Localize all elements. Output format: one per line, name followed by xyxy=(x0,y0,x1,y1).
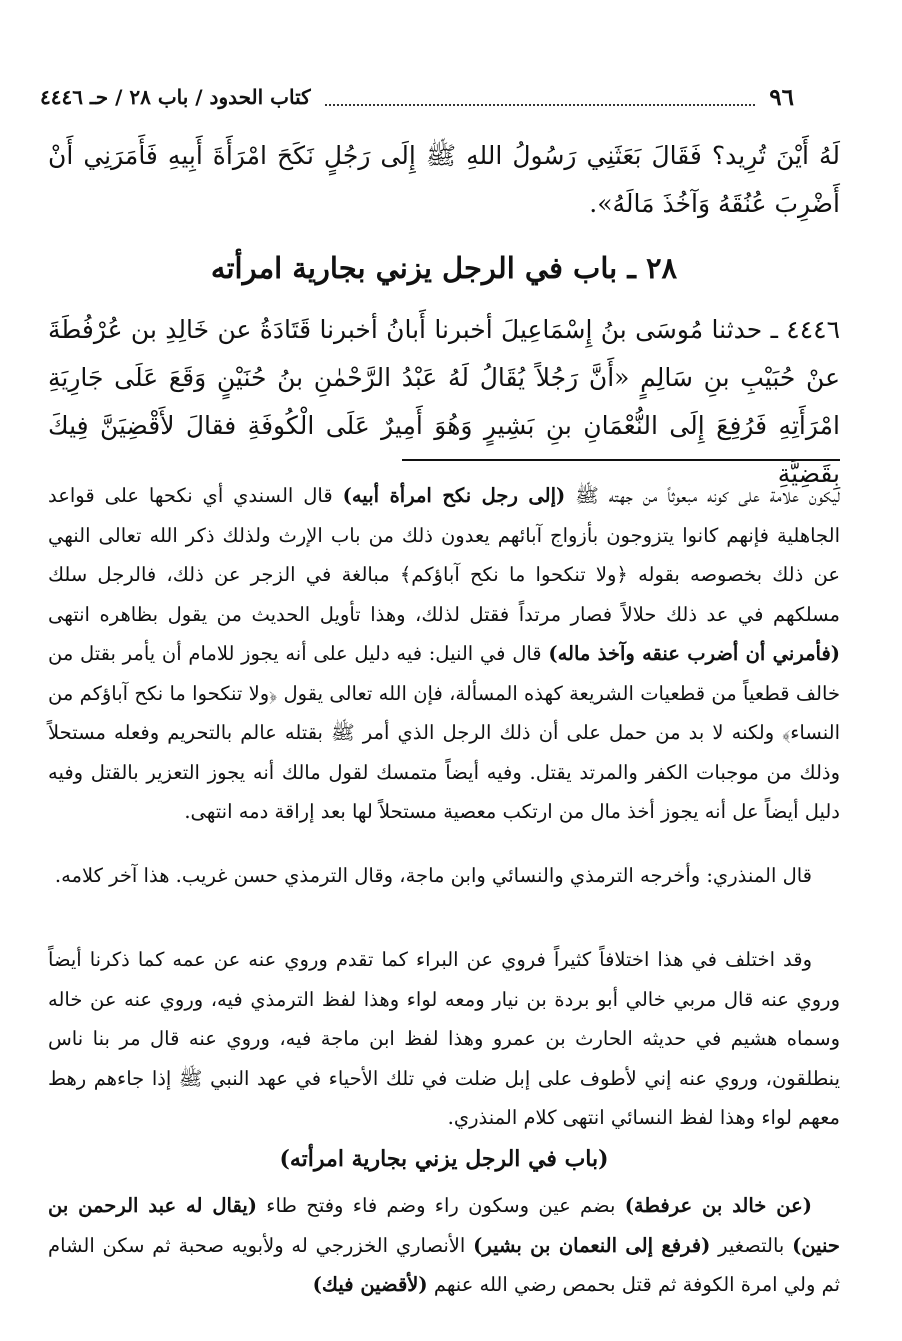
quoted-phrase: (إلى رجل نكح امرأة أبيه) xyxy=(342,484,566,507)
running-head: كتاب الحدود / باب ٢٨ / حـ ٤٤٤٦ xyxy=(40,85,311,109)
commentary-text: بالتصغير xyxy=(710,1233,793,1257)
commentary-paragraph-4 xyxy=(48,1186,840,1305)
hadith-continuation: لَهُ أَيْنَ تُرِيد؟ فَقَالَ بَعَثَنِي رَسُولُ اللهِ ﷺ إِلَى رَجُلٍ نَكَحَ امْرَأَةَ أَبِيهِ فَأَمَرَنِي أَنْ أَضْرِبَ عُنُقَهُ وَآخُذَ مَالَهُ». xyxy=(48,141,840,218)
hadith-4446: ٤٤٤٦ ـ حدثنا مُوسَى بنُ إِسْمَاعِيلَ أخبرنا أَبانُ أخبرنا قَتَادَةُ عن خَالِدِ بن عُرْفُطَةَ عنْ حُبَيْبِ بنِ سَالِمٍ «أَنَّ رَجُلاً يُقَالُ لَهُ عَبْدُ الرَّحْمٰنِ بنُ حُنَيْنٍ وَقَعَ عَلَى جَارِيَةِ امْرَأَتِهِ فَرُفِعَ إِلَى النُّعْمَانِ بنِ بَشِيرٍ وَهُوَ أَمِيرٌ عَلَى الْكُوفَةِ فقالَ لأَقْضِيَنَّ فِيكَ بِقَضِيَّةِ xyxy=(48,315,840,488)
header-dotted-leader xyxy=(325,104,756,106)
commentary-text: قال في النيل: فيه دليل على أنه يجوز للامام أن يأمر بقتل من خالف قطعياً من قطعيات الشريعة كهذه المسألة، فإن الله تعالى يقول ﴿ولا تنكحوا ما نكح آباؤكم من النساء﴾ ولكنه لا بد من حمل على أن ذلك الرجل الذي أمر ﷺ بقتله عالم بالتحريم وفعله مستحلاً وذلك من موجبات الكفر والمرتد يقتل. وفيه أيضاً متمسك لقول مالك أنه يجوز التعزير بالقتل وفيه دليل أيضاً عل أنه يجوز أخذ مال من ارتكب معصية مستحلاً لها بعد إراقة دمه انتهى. xyxy=(48,642,840,823)
commentary-text: الأنصاري الخزرجي له ولأبويه صحبة ثم سكن الشام ثم ولي امرة الكوفة ثم قتل بحمص رضي الله عنهم xyxy=(48,1233,840,1296)
commentary-text: قال السندي أي نكحها على قواعد الجاهلية فإنهم كانوا يتزوجون بأزواج آبائهم يعدون ذلك من باب الإرث ولذلك ذكر الله تعالى النهي عن ذلك بخصوصه بقوله ﴿ولا تنكحوا ما نكح آباؤكم﴾ مبالغة في الزجر عن ذلك، فالرجل سلك مسلكهم في عد ذلك حلالاً فصار مرتداً فقتل لذلك، وهذا تأويل الحديث من يقول بظاهره انتهى xyxy=(48,484,840,626)
quoted-phrase: (يقال له عبد الرحمن بن حنين) xyxy=(48,1194,840,1257)
page-number: ٩٦ xyxy=(769,83,794,111)
commentary-paragraph-1 xyxy=(48,476,840,832)
footnote-divider xyxy=(402,459,840,461)
commentary-paragraph-2: قال المنذري: وأخرجه الترمذي والنسائي وابن ماجة، وقال الترمذي حسن غريب. هذا آخر كلامه. xyxy=(54,864,812,887)
quoted-phrase: (فرفع إلى النعمان بن بشير) xyxy=(473,1233,711,1257)
commentary-text: بضم عين وسكون راء وضم فاء وفتح طاء xyxy=(256,1194,625,1217)
page-header xyxy=(40,82,794,112)
commentary-sub-heading: (باب في الرجل يزني بجارية امرأته) xyxy=(279,1146,609,1172)
commentary-paragraph-3: وقد اختلف في هذا اختلافاً كثيراً فروي عن البراء كما تقدم وروي عنه عن عمه كما ذكرنا أيضاً وروي عنه قال مربي خالي أبو بردة بن نيار ومعه لواء وهذا لفظ الترمذي فيه، وروي عنه عن خاله وسماه هشيم في حديثه الحارث بن عمرو وهذا لفظ ابن ماجة فيه، وروي عنه قال مر بنا ناس ينطلقون، وروي عنه إني لأطوف على إبل ضلت في تلك الأحياء في عهد النبي ﷺ إذا جاءهم رهط معهم لواء وهذا لفظ النسائي انتهى كلام المنذري. xyxy=(48,948,840,1129)
quoted-phrase: (فأمرني أن أضرب عنقه وآخذ ماله) xyxy=(548,642,841,665)
chapter-heading: ٢٨ ـ باب في الرجل يزني بجارية امرأته xyxy=(210,251,678,285)
commentary-text: ليكون علامة على كونه مبعوثاً من جهته ﷺ xyxy=(565,484,841,507)
quoted-phrase: (لأقضين فيك) xyxy=(312,1273,428,1296)
quoted-phrase: (عن خالد بن عرفطة) xyxy=(624,1194,812,1217)
